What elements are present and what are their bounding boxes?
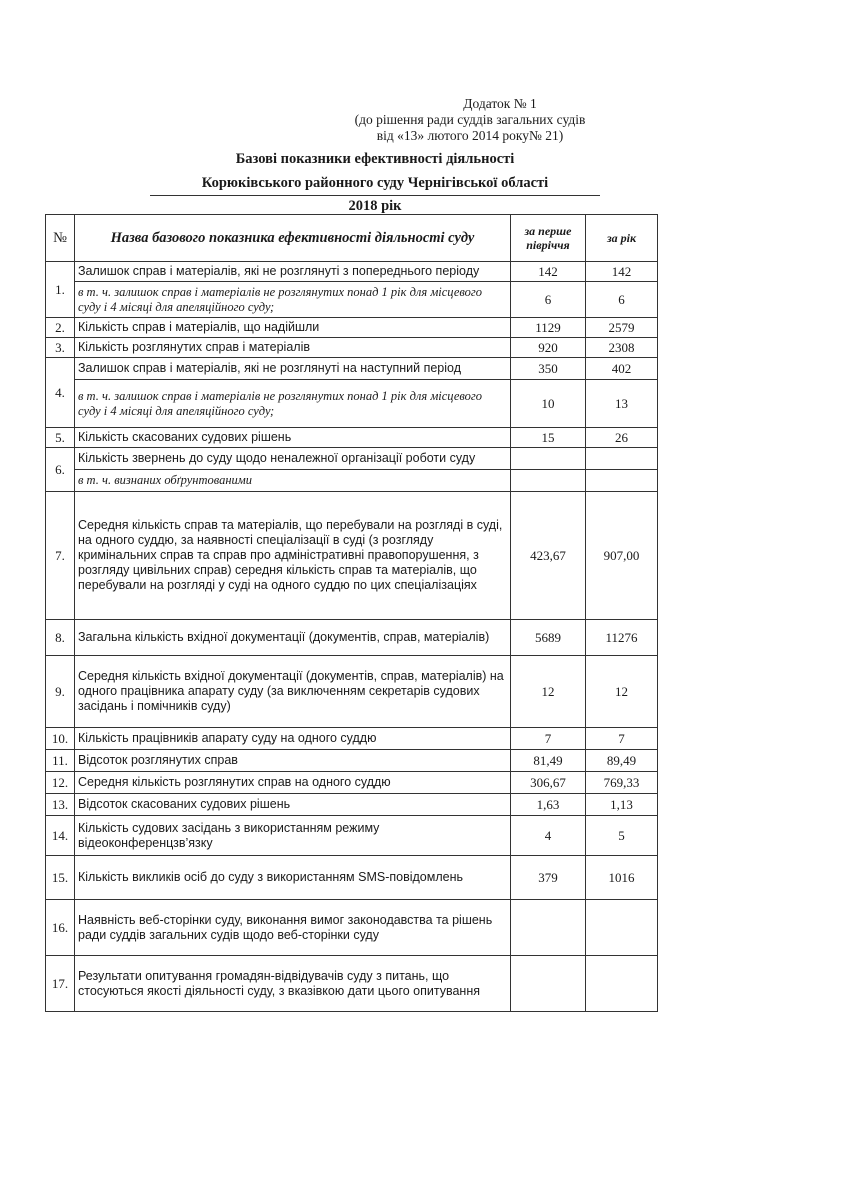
- year-value: [586, 956, 658, 1012]
- addendum-note: [340, 96, 600, 144]
- year-value: 769,33: [586, 772, 658, 794]
- table-row: [46, 318, 658, 338]
- half-year-value: 81,49: [511, 750, 586, 772]
- indicator-name: Середня кількість справ та матеріалів, що перебували на розгляді в суді, на одного суддю, за наявності спеціалізації в суді (з розгляду кримінальних справ та справ про адміністративні правопорушення, з розгляду цивільних справ) середня кількість справ та матеріалів, що перебували на розгляді у суді на одного суддю по цих спеціалізаціях: [75, 492, 511, 620]
- row-number: 12.: [46, 772, 75, 794]
- row-number: 1.: [46, 262, 75, 318]
- year-value: [586, 900, 658, 956]
- indicator-name: Результати опитування громадян-відвідувачів суду з питань, що стосуються якості діяльності суду, з вказівкою дати цього опитування: [75, 956, 511, 1012]
- indicator-name: Кількість справ і матеріалів, що надійшли: [75, 318, 511, 338]
- half-year-value: 6: [511, 282, 586, 318]
- year-value: 12: [586, 656, 658, 728]
- row-number: 2.: [46, 318, 75, 338]
- year-value: 2308: [586, 338, 658, 358]
- table-row: [46, 900, 658, 956]
- table-row: [46, 380, 658, 428]
- indicator-name: Загальна кількість вхідної документації (документів, справ, матеріалів): [75, 620, 511, 656]
- indicator-name: Кількість судових засідань з використанням режиму відеоконференцзв’язку: [75, 816, 511, 856]
- row-number: 7.: [46, 492, 75, 620]
- column-header-number: №: [46, 215, 75, 262]
- year-value: 26: [586, 428, 658, 448]
- table-row: [46, 856, 658, 900]
- year-value: 402: [586, 358, 658, 380]
- half-year-value: [511, 956, 586, 1012]
- half-year-value: [511, 470, 586, 492]
- year-value: 11276: [586, 620, 658, 656]
- row-number: 13.: [46, 794, 75, 816]
- indicators-table: [45, 214, 658, 1012]
- year-value: 6: [586, 282, 658, 318]
- table-row: [46, 750, 658, 772]
- indicator-name: в т. ч. визнаних обґрунтованими: [75, 470, 511, 492]
- year-value: 1,13: [586, 794, 658, 816]
- indicator-name: Відсоток скасованих судових рішень: [75, 794, 511, 816]
- row-number: 5.: [46, 428, 75, 448]
- row-number: 15.: [46, 856, 75, 900]
- indicator-name: Кількість викликів осіб до суду з використанням SMS-повідомлень: [75, 856, 511, 900]
- year-value: [586, 448, 658, 470]
- row-number: 8.: [46, 620, 75, 656]
- half-year-value: 12: [511, 656, 586, 728]
- table-row: [46, 956, 658, 1012]
- document-title: Базові показники ефективності діяльності: [235, 151, 515, 167]
- indicator-name: Відсоток розглянутих справ: [75, 750, 511, 772]
- table-row: [46, 338, 658, 358]
- indicator-name: Залишок справ і матеріалів, які не розглянуті на наступний період: [75, 358, 511, 380]
- half-year-value: 423,67: [511, 492, 586, 620]
- half-year-value: 15: [511, 428, 586, 448]
- table-row: [46, 448, 658, 470]
- row-number: 4.: [46, 358, 75, 428]
- year-value: 7: [586, 728, 658, 750]
- column-header-year: за рік: [586, 215, 658, 262]
- year-value: 13: [586, 380, 658, 428]
- half-year-value: 10: [511, 380, 586, 428]
- document-subtitle: Корюківського районного суду Чернігівської області: [150, 175, 600, 196]
- indicator-name: Залишок справ і матеріалів, які не розглянуті з попереднього періоду: [75, 262, 511, 282]
- table-row: [46, 794, 658, 816]
- indicator-name: Середня кількість розглянутих справ на одного суддю: [75, 772, 511, 794]
- half-year-value: 920: [511, 338, 586, 358]
- half-year-value: 7: [511, 728, 586, 750]
- row-number: 10.: [46, 728, 75, 750]
- addendum-line: від «13» лютого 2014 року№ 21): [376, 128, 564, 143]
- addendum-line: (до рішення ради суддів загальних судів: [354, 112, 586, 127]
- table-header-row: [46, 215, 658, 262]
- half-year-value: 1,63: [511, 794, 586, 816]
- table-row: [46, 620, 658, 656]
- half-year-value: 350: [511, 358, 586, 380]
- row-number: 14.: [46, 816, 75, 856]
- column-header-half-year: за перше півріччя: [511, 215, 586, 262]
- indicator-name: Кількість розглянутих справ і матеріалів: [75, 338, 511, 358]
- row-number: 6.: [46, 448, 75, 492]
- table-row: [46, 492, 658, 620]
- table-row: [46, 282, 658, 318]
- table-row: [46, 428, 658, 448]
- year-value: 142: [586, 262, 658, 282]
- row-number: 17.: [46, 956, 75, 1012]
- table-row: [46, 772, 658, 794]
- table-row: [46, 262, 658, 282]
- year-value: 89,49: [586, 750, 658, 772]
- document-year: 2018 рік: [348, 198, 402, 214]
- half-year-value: 306,67: [511, 772, 586, 794]
- half-year-value: 5689: [511, 620, 586, 656]
- row-number: 9.: [46, 656, 75, 728]
- year-value: [586, 470, 658, 492]
- indicator-name: в т. ч. залишок справ і матеріалів не розглянутих понад 1 рік для місцевого суду і 4 місяці для апеляційного суду;: [75, 380, 511, 428]
- half-year-value: 142: [511, 262, 586, 282]
- year-value: 2579: [586, 318, 658, 338]
- indicator-name: Наявність веб-сторінки суду, виконання вимог законодавства та рішень ради суддів загальних судів щодо веб-сторінки суду: [75, 900, 511, 956]
- column-header-name: Назва базового показника ефективності діяльності суду: [75, 215, 511, 262]
- indicator-name: в т. ч. залишок справ і матеріалів не розглянутих понад 1 рік для місцевого суду і 4 місяці для апеляційного суду;: [75, 282, 511, 318]
- half-year-value: [511, 900, 586, 956]
- row-number: 11.: [46, 750, 75, 772]
- row-number: 16.: [46, 900, 75, 956]
- indicator-name: Середня кількість вхідної документації (документів, справ, матеріалів) на одного працівника апарату суду (за виключенням секретарів судових засідань і помічників суду): [75, 656, 511, 728]
- year-value: 5: [586, 816, 658, 856]
- half-year-value: 4: [511, 816, 586, 856]
- indicator-name: Кількість скасованих судових рішень: [75, 428, 511, 448]
- addendum-title: Додаток № 1: [463, 96, 537, 111]
- table-row: [46, 656, 658, 728]
- half-year-value: 379: [511, 856, 586, 900]
- indicator-name: Кількість звернень до суду щодо неналежної організації роботи суду: [75, 448, 511, 470]
- table-row: [46, 358, 658, 380]
- indicator-name: Кількість працівників апарату суду на одного суддю: [75, 728, 511, 750]
- row-number: 3.: [46, 338, 75, 358]
- table-row: [46, 470, 658, 492]
- year-value: 907,00: [586, 492, 658, 620]
- year-value: 1016: [586, 856, 658, 900]
- half-year-value: 1129: [511, 318, 586, 338]
- table-row: [46, 728, 658, 750]
- table-row: [46, 816, 658, 856]
- half-year-value: [511, 448, 586, 470]
